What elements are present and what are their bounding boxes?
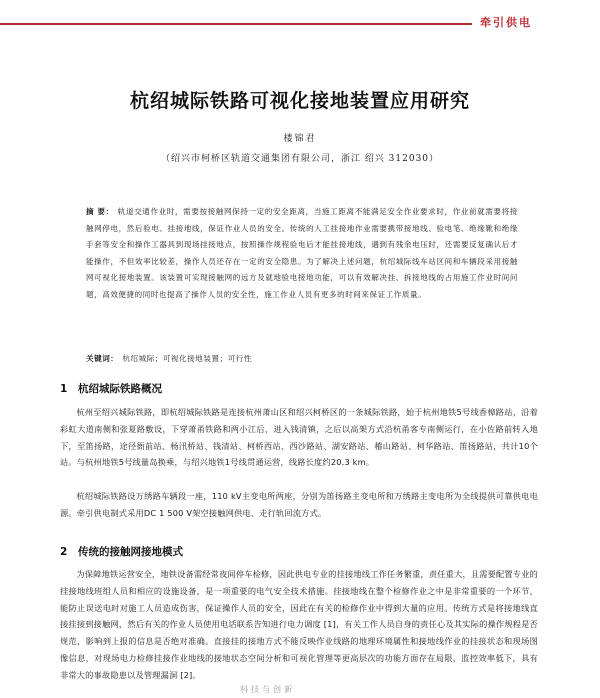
section-tag: 牵引供电 xyxy=(480,16,532,29)
abstract-label: 摘 要： xyxy=(86,207,114,216)
author-name: 楼锦君 xyxy=(283,134,317,144)
section-1-heading xyxy=(60,381,162,396)
keywords-label: 关键词： xyxy=(86,354,119,363)
paper-title: 杭绍城际铁路可视化接地装置应用研究 xyxy=(129,90,470,112)
keywords-text: 杭绍城际；可视化接地装置；可行性 xyxy=(122,354,253,363)
section-1-title: 杭绍城际铁路概况 xyxy=(78,383,162,395)
section-1-number: 1 xyxy=(60,383,68,395)
header-rule xyxy=(0,23,472,25)
footer-mark: 科技与创新 xyxy=(240,685,295,694)
abstract-text: 轨道交通作业时，需要按接触网保持一定的安全距离，当施工距离不能满足安全作业要求时，作业前就需要将接触网停电，然后验电、挂接地线，保证作业人员的安全。传统的人工挂接地作业需要携带接地线、验电笔、绝缘靴和绝缘手套等安全和操作工器具到现场挂接地点，按照操作规程验电后才能挂接地线，遇到有残余电压时，还需要反复确认后才能操作，不但效率比较差，操作人员还存在一定的安全隐患。为了解决上述问题，杭绍城际线车站区间和车辆段采用接触网可视化接地装置。该装置可实现接触网的远方及就地验电接地功能，可以有效解决挂、拆接地线的占用施工作业时间问题，高效便捷的同时也提高了操作人员的安全性，施工作业人员有更多的时间来保证工作质量。 xyxy=(86,207,518,299)
section-2-title: 传统的接触网接地模式 xyxy=(78,546,183,558)
section-2-number: 2 xyxy=(60,546,68,558)
section-2-paragraph-1: 为保障地铁运营安全，地铁设备需经常夜间停车检修，因此供电专业的挂接地线工作任务繁重，责任重大，且需要配置专业的挂接地线班组人员和相应的设施设备，是一项重要的电气安全技术措施。挂接地线在整个检修作业之中是非常重要的一个环节，能防止误送电时对施工人员造成伤害，保证操作人员的安全，因此在有关的检修作业中得到大量的应用。传统方式是将接地线直接挂接到接触网，然后有关的作业人员使用电话联系告知进行电力调度 [1]，有关工作人员自身的责任心及其实际的操作规程是否规范，影响到上报的信息是否绝对准确。直接挂的接地方式不能反映作业线路的地理环境属性和接地线作业的挂接状态和现场图像信息，对现场电力检修挂接作业地线的接地状态空间分析和可视化管理等更高层次的功能方面存在局限，监控效率低下，具有非常大的事故隐患以及管理漏洞 [2]。 xyxy=(60,569,538,680)
keywords xyxy=(86,352,518,366)
section-1-paragraph-1: 杭州至绍兴城际铁路，即杭绍城际铁路是连接杭州萧山区和绍兴柯桥区的一条城际铁路，始于杭州地铁5号线香樟路站，沿着彩虹大道南侧和张夏路敷设，下穿萧甬铁路和两小江后，进入钱清镇，之后以高架方式沿杭甬客专南侧运行，在小佐路前转入地下，至笛扬路，途径衙前站、杨汛桥站、钱清站、柯桥西站、西沙路站、湖安路站、稽山路站、柯华路站、笛扬路站，共计10个站。与杭州地铁5号线量岛换乘，与绍兴地铁1号线贯通运营，线路长度约20.3 km。 xyxy=(60,407,538,468)
section-1-paragraph-2: 杭绍城际铁路设万绣路车辆段一座，110 kV主变电所两座，分别为笛扬路主变电所和万绣路主变电所为全线提供可靠供电电源。牵引供电制式采用DC 1 500 V架空接触网供电、走行轨回流方式。 xyxy=(60,491,538,518)
author-affiliation: （绍兴市柯桥区轨道交通集团有限公司，浙江 绍兴 312030） xyxy=(160,154,440,164)
section-2-heading xyxy=(60,544,183,559)
abstract xyxy=(86,204,518,303)
